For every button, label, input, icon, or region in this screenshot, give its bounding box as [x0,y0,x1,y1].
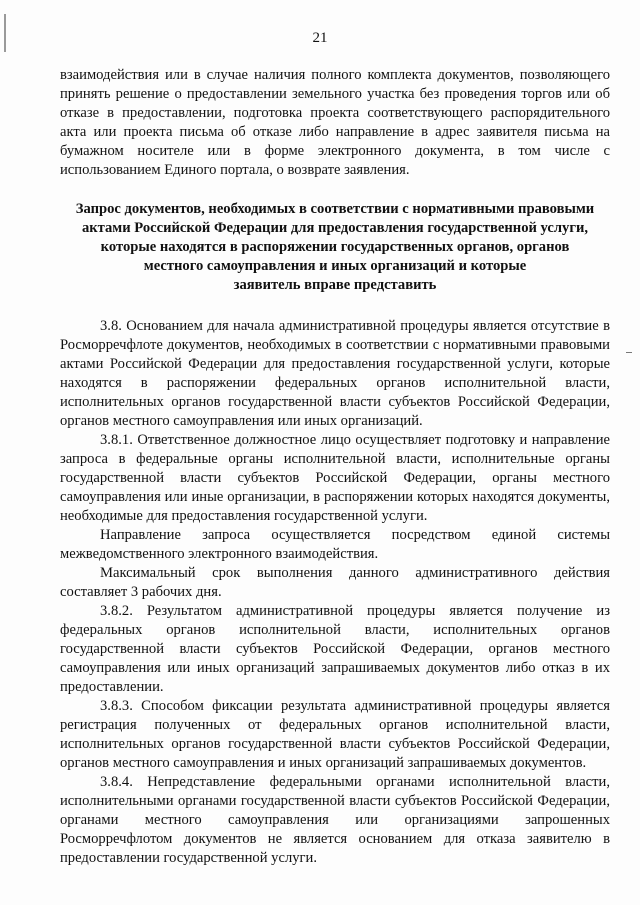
heading-line: местного самоуправления и иных организаций и которые [143,258,527,274]
paragraph-request-direction: Направление запроса осуществляется посредством единой системы межведомственного электронного взаимодействия. [60,527,610,562]
paragraph-3-8: 3.8. Основанием для начала административной процедуры является отсутствие в Росморречфлоте документов, необходимых в соответствии с нормативными правовыми актами Российской Федерации для предоставления государственной услуги, которые находятся в распоряжении федеральных органов исполнительной власти, исполнительных органов государственной власти субъектов Российской Федерации, органов местного самоуправления или иных организаций. [60,318,610,429]
heading-line: заявитель вправе представить [233,277,437,293]
paragraph-max-term: Максимальный срок выполнения данного административного действия составляет 3 рабочих дня. [60,565,610,600]
page-number: 21 [312,30,328,46]
intro-paragraph: взаимодействия или в случае наличия полного комплекта документов, позволяющего принять решение о предоставлении земельного участка без проведения торгов или об отказе в предоставлении, подготовка проекта соответствующего распорядительного акта или проекта письма об отказе либо направление в адрес заявителя письма на бумажном носителе или в форме электронного документа, в том числе с использованием Единого портала, о возврате заявления. [60,67,610,178]
paragraph-3-8-3: 3.8.3. Способом фиксации результата административной процедуры является регистрация полученных от федеральных органов исполнительной власти, исполнительных органов государственной власти субъектов Российской Федерации, органов местного самоуправления и иных организаций запрашиваемых документов. [60,698,610,771]
paragraph-3-8-1: 3.8.1. Ответственное должностное лицо осуществляет подготовку и направление запроса в федеральные органы исполнительной власти, исполнительные органы государственной власти субъектов Российской Федерации, органы местного самоуправления или иные организации, в распоряжении которых находятся документы, необходимые для предоставления государственной услуги. [60,432,610,524]
paragraph-3-8-2: 3.8.2. Результатом административной процедуры является получение из федеральных органов исполнительной власти, исполнительных органов государственной власти субъектов Российской Федерации, органов местного самоуправления или иных организаций запрашиваемых документов либо отказ в их предоставлении. [60,603,610,695]
document-body [60,66,610,868]
heading-line: которые находятся в распоряжении государственных органов, органов [100,239,570,255]
paragraph-3-8-4: 3.8.4. Непредставление федеральными органами исполнительной власти, исполнительными органами государственной власти субъектов Российской Федерации, органами местного самоуправления или организациями запрошенных Росморречфлотом документов не является основанием для отказа заявителю в предоставлении государственной услуги. [60,774,610,866]
section-heading [60,200,610,295]
heading-line: актами Российской Федерации для предоставления государственной услуги, [81,220,589,236]
margin-tick-mark [626,352,632,353]
heading-line: Запрос документов, необходимых в соответствии с нормативными правовыми [75,201,595,217]
